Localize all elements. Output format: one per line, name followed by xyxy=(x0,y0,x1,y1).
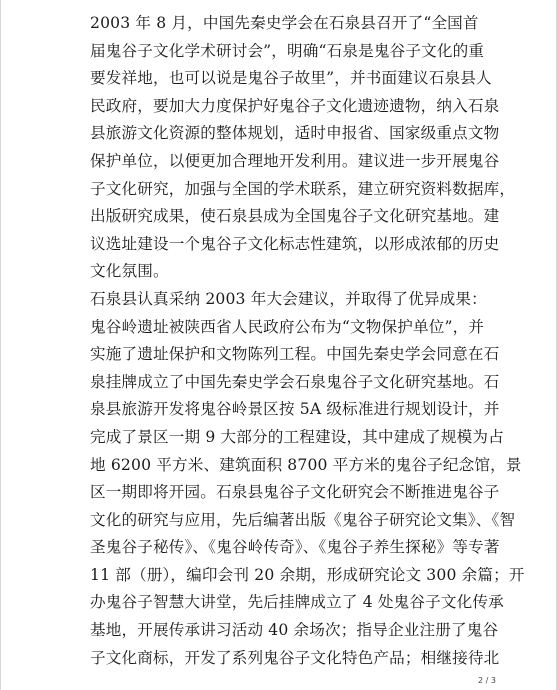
text-line: 地 6200 平方米、建筑面积 8700 平方米的鬼谷子纪念馆，景 xyxy=(90,455,522,474)
text-line: 文化氛围。 xyxy=(90,262,169,281)
text-line: 办鬼谷子智慧大讲堂，先后挂牌成立了 4 处鬼谷子文化传承 xyxy=(90,593,504,612)
text-line: 出版研究成果，使石泉县成为全国鬼谷子文化研究基地。建 xyxy=(90,207,500,226)
text-line: 实施了遗址保护和文物陈列工程。中国先秦史学会同意在石 xyxy=(90,345,500,364)
text-line: 区一期即将开园。石泉县鬼谷子文化研究会不断推进鬼谷子 xyxy=(90,483,500,502)
text-line: 子文化研究，加强与全国的学术联系，建立研究资料数据库， xyxy=(90,179,516,198)
page-number: 2 / 3 xyxy=(478,676,496,685)
text-line: 2003 年 8 月，中国先秦史学会在石泉县召开了“全国首 xyxy=(90,14,479,32)
text-line: 圣鬼谷子秘传》、《鬼谷岭传奇》、《鬼谷子养生探秘》等专著 xyxy=(90,538,500,557)
text-line: 县旅游文化资源的整体规划，适时申报省、国家级重点文物 xyxy=(90,124,500,143)
text-line: 议选址建设一个鬼谷子文化标志性建筑，以形成浓郁的历史 xyxy=(90,234,500,253)
text-line: 保护单位，以便更加合理地开发利用。建议进一步开展鬼谷 xyxy=(90,151,500,170)
text-line: 文化的研究与应用，先后编著出版《鬼谷子研究论文集》、《智 xyxy=(90,510,516,529)
text-line: 要发祥地，也可以说是鬼谷子故里”，并书面建议石泉县人 xyxy=(90,69,492,88)
text-line: 石泉县认真采纳 2003 年大会建议，并取得了优异成果： xyxy=(90,289,487,308)
text-line: 民政府，要加大力度保护好鬼谷子文化遗迹遗物，纳入石泉 xyxy=(90,96,500,115)
text-line: 11 部（册），编印会刊 20 余期，形成研究论文 300 余篇；开 xyxy=(90,565,525,584)
text-line: 泉挂牌成立了中国先秦史学会石泉鬼谷子文化研究基地。石 xyxy=(90,372,500,391)
text-line: 鬼谷岭遗址被陕西省人民政府公布为“文物保护单位”，并 xyxy=(90,317,485,336)
text-line: 完成了景区一期 9 大部分的工程建设，其中建成了规模为占 xyxy=(90,427,504,446)
text-line: 泉县旅游开发将鬼谷岭景区按 5A 级标准进行规划设计，并 xyxy=(90,400,500,419)
body-text xyxy=(90,10,525,672)
text-line: 基地，开展传承讲习活动 40 余场次；指导企业注册了鬼谷 xyxy=(90,621,499,640)
text-line: 届鬼谷子文化学术研讨会”，明确“石泉是鬼谷子文化的重 xyxy=(90,41,485,60)
text-line: 子文化商标，开发了系列鬼谷子文化特色产品；相继接待北 xyxy=(90,648,500,667)
